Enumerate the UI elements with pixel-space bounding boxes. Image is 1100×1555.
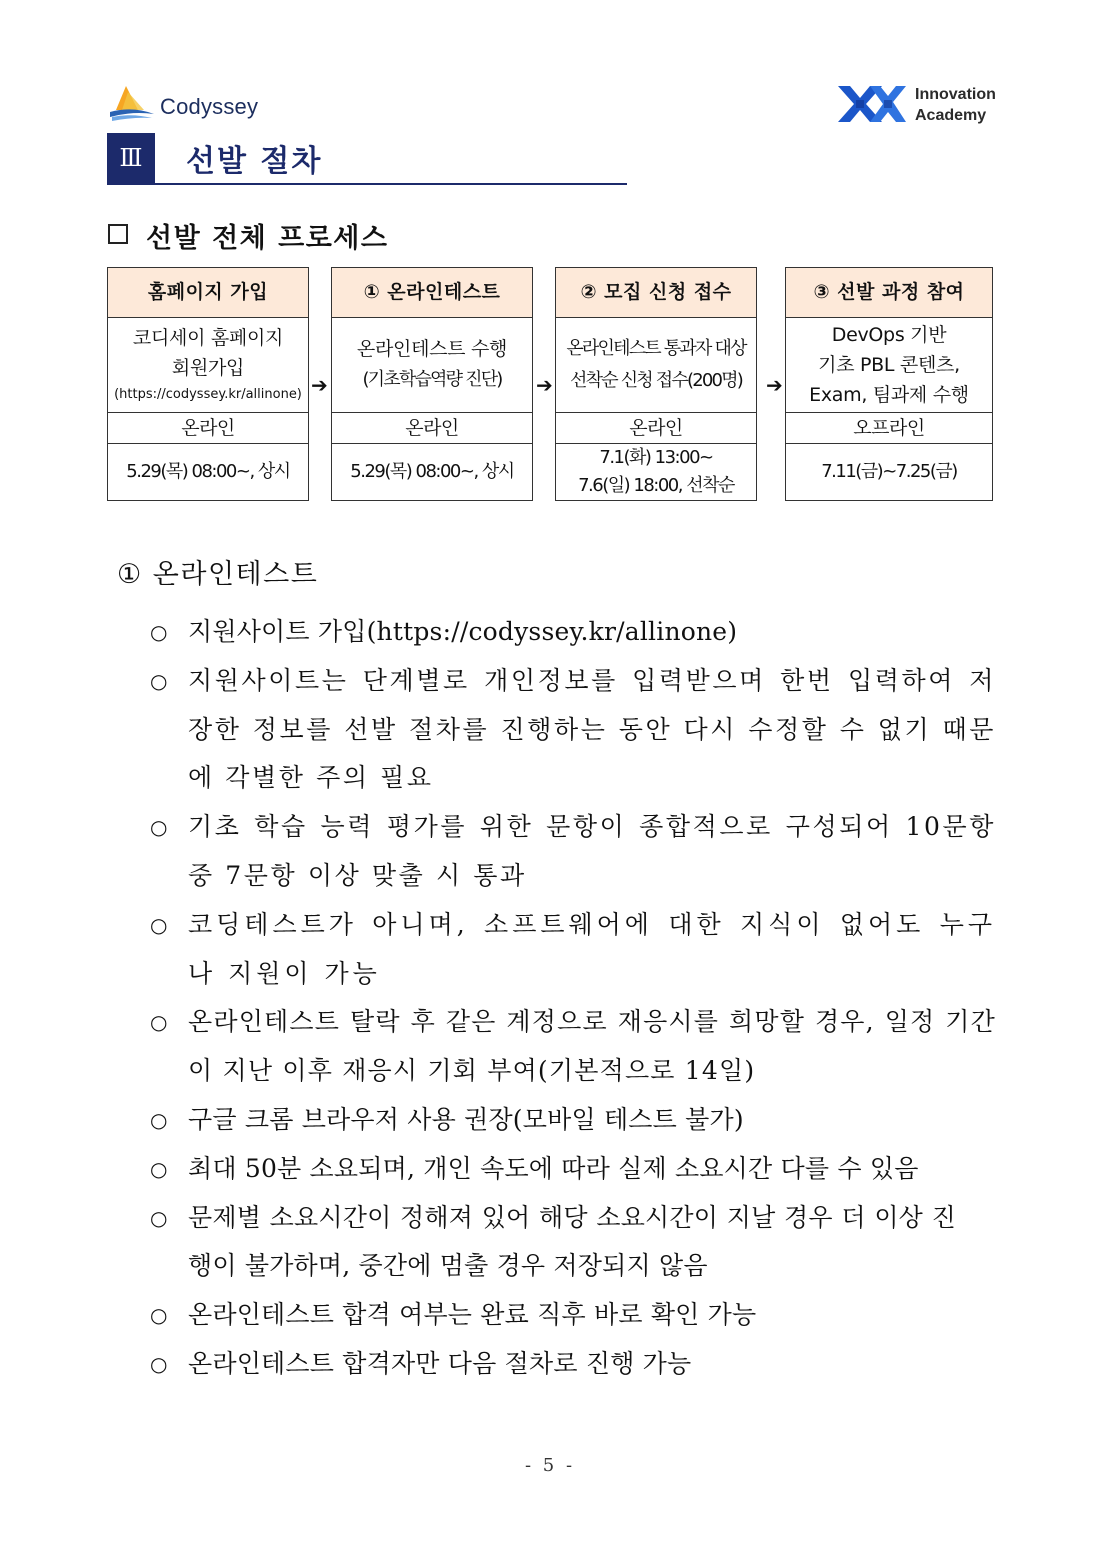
process-step-header: ② 모집 신청 접수 <box>556 268 756 318</box>
online-test-bullet-list <box>150 608 996 1389</box>
subsection-checkbox-icon <box>108 224 128 244</box>
innovation-academy-mark-icon <box>836 82 908 126</box>
process-arrow-icon: ➔ <box>536 373 553 397</box>
process-step-date: 5.29(목) 08:00~, 상시 <box>126 461 290 482</box>
list-item: ○ 최대 50분 소요되며, 개인 속도에 따라 실제 소요시간 다를 수 있음 <box>150 1145 996 1194</box>
section-title: 선발 절차 <box>186 144 323 179</box>
process-arrow-icon: ➔ <box>311 373 328 397</box>
innovation-academy-logo <box>836 82 1006 130</box>
online-test-heading: ① 온라인테스트 <box>117 559 319 590</box>
bullet-circle-icon: ○ <box>150 912 172 937</box>
process-step-mode: 온라인 <box>108 413 308 444</box>
process-step-date: 7.1(화) 13:00~ 7.6(일) 18:00, 선착순 <box>578 447 734 496</box>
process-arrow-icon: ➔ <box>766 373 783 397</box>
process-step-header: 홈페이지 가입 <box>108 268 308 318</box>
process-step-mode: 온라인 <box>556 413 756 444</box>
bullet-circle-icon: ○ <box>150 1351 168 1376</box>
bullet-circle-icon: ○ <box>150 1156 168 1181</box>
process-step-mode: 오프라인 <box>786 413 992 444</box>
bullet-circle-icon: ○ <box>150 815 171 840</box>
process-step-online-test <box>331 267 533 501</box>
process-step-signup <box>107 267 309 501</box>
list-item: ○ 코딩테스트가 아니며, 소프트웨어에 대한 지식이 없어도 누구나 지원이 가능 <box>150 901 996 999</box>
process-step-description: 온라인테스트 통과자 대상 선착순 신청 접수(200명) <box>556 318 756 413</box>
process-step-description: 코디세이 홈페이지 회원가입 (https://codyssey.kr/allinone) <box>108 318 308 413</box>
process-step-application <box>555 267 757 501</box>
list-item: ○ 온라인테스트 합격 여부는 완료 직후 바로 확인 가능 <box>150 1291 996 1340</box>
bullet-circle-icon: ○ <box>150 1107 168 1132</box>
subsection-title: 선발 전체 프로세스 <box>146 223 389 254</box>
bullet-circle-icon: ○ <box>150 668 171 693</box>
process-step-date: 5.29(목) 08:00~, 상시 <box>350 461 514 482</box>
page-number: - 5 - <box>524 1455 576 1476</box>
list-item: ○ 온라인테스트 탈락 후 같은 계정으로 재응시를 희망할 경우, 일정 기간이 지난 이후 재응시 기회 부여(기본적으로 14일) <box>150 998 996 1096</box>
process-step-selection-course <box>785 267 993 501</box>
bullet-circle-icon: ○ <box>150 1205 168 1230</box>
section-underline <box>107 183 627 185</box>
process-step-date: 7.11(금)~7.25(금) <box>821 461 957 482</box>
list-item: ○ 지원사이트 가입(https://codyssey.kr/allinone) <box>150 608 996 657</box>
process-step-header: ③ 선발 과정 참여 <box>786 268 992 318</box>
process-step-description: 온라인테스트 수행 (기초학습역량 진단) <box>332 318 532 413</box>
process-step-mode: 온라인 <box>332 413 532 444</box>
process-step-description: DevOps 기반 기초 PBL 콘텐츠, Exam, 팀과제 수행 <box>786 318 992 413</box>
list-item: ○ 기초 학습 능력 평가를 위한 문항이 종합적으로 구성되어 10문항 중 7문항 이상 맞출 시 통과 <box>150 803 996 901</box>
list-item: ○ 온라인테스트 합격자만 다음 절차로 진행 가능 <box>150 1340 996 1389</box>
process-step-header: ① 온라인테스트 <box>332 268 532 318</box>
codyssey-logo-text: Codyssey <box>160 94 259 119</box>
section-number: Ⅲ <box>107 133 155 183</box>
bullet-circle-icon: ○ <box>150 620 168 644</box>
list-item: ○ 지원사이트는 단계별로 개인정보를 입력받으며 한번 입력하여 저장한 정보를 선발 절차를 진행하는 동안 다시 수정할 수 없기 때문에 각별한 주의 필요 <box>150 657 996 803</box>
codyssey-sail-icon <box>108 84 158 124</box>
innovation-academy-logo-text: Innovation Academy <box>915 86 996 124</box>
bullet-circle-icon: ○ <box>150 1303 168 1328</box>
list-item: ○ 문제별 소요시간이 정해져 있어 해당 소요시간이 지날 경우 더 이상 진행이 불가하며, 중간에 멈출 경우 저장되지 않음 <box>150 1194 996 1292</box>
list-item: ○ 구글 크롬 브라우저 사용 권장(모바일 테스트 불가) <box>150 1096 996 1145</box>
bullet-circle-icon: ○ <box>150 1010 169 1035</box>
codyssey-logo <box>108 84 268 124</box>
